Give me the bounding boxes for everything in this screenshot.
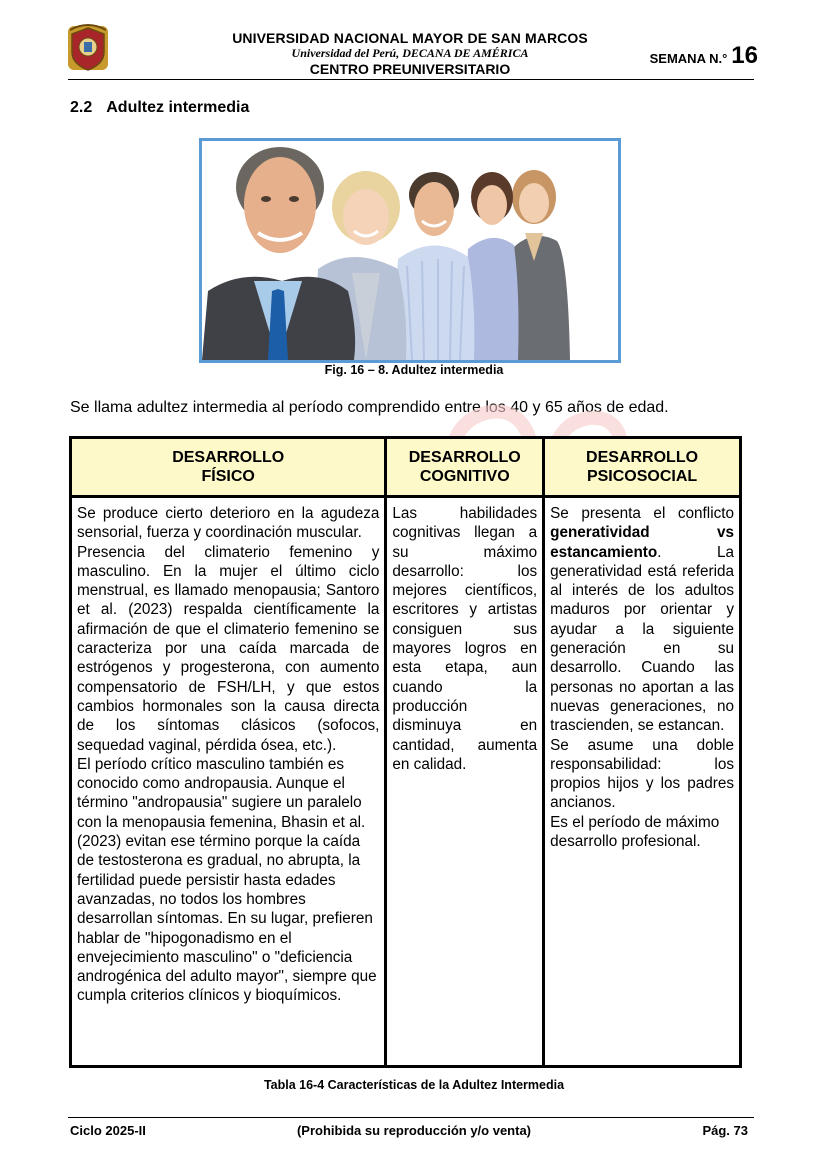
intro-paragraph: Se llama adultez intermedia al período comprendido entre los 40 y 65 años de edad. — [70, 399, 669, 416]
week-number: 16 — [731, 42, 758, 69]
table-header-row — [71, 438, 741, 497]
section-number: 2.2 — [70, 99, 93, 116]
fisico-paragraph: El período crítico masculino también es conocido como andropausia. Aunque el término "andropausia" sugiere un paralelo con la menopausia femenina, Bhasin et al. (2023) evitan ese término porque la caída de testosterona es gradual, no abrupta, la fertilidad puede persistir hasta edades avanzadas, no todos los hombres desarrollan síntomas. En su lugar, prefieren hablar de "hipogonadismo en el envejecimiento masculino" o "deficiencia androgénica del adulto mayor", siempre que cumpla criterios clínicos y bioquímicos. — [77, 755, 377, 1005]
cognitivo-paragraph: Las habilidades cognitivas llegan a su máximo desarrollo: los mejores científicos, escritores y artistas consiguen sus mayores logros en esta etapa, aun cuando la producción disminuya en cantidad, aumenta en calidad. — [392, 505, 538, 773]
table-row — [71, 497, 741, 1067]
footer-cycle: Ciclo 2025-II — [70, 1123, 146, 1138]
week-label: SEMANA N.° — [649, 51, 728, 66]
week-indicator — [650, 42, 758, 70]
conflict-term: generatividad vs estancamiento — [550, 524, 734, 561]
header-psicosocial: DESARROLLO PSICOSOCIAL — [544, 438, 741, 497]
fisico-paragraph: Presencia del climaterio femenino y masculino. En la mujer el último ciclo menstrual, es llamado menopausia; Santoro et al. (2023) respalda científicamente la afirmación de que el climaterio femenino se caracteriza por una caída marcada de estrógenos y progesterona, con aumento compensatorio de FSH/LH, y que estos cambios hormonales son la causa directa de los síntomas clásicos (sofocos, sequedad vaginal, pérdida ósea, etc.). — [77, 543, 380, 754]
cell-cognitivo — [386, 497, 544, 1067]
fisico-paragraph: Se produce cierto deterioro en la agudeza sensorial, fuerza y coordinación muscular. — [77, 505, 380, 542]
footer-divider — [68, 1117, 754, 1118]
university-name: UNIVERSIDAD NACIONAL MAYOR DE SAN MARCOS — [232, 30, 588, 46]
university-seal-logo — [64, 22, 112, 74]
header-cognitivo: DESARROLLO COGNITIVO — [386, 438, 544, 497]
header-fisico: DESARROLLO FÍSICO — [71, 438, 386, 497]
header-titles — [200, 30, 620, 77]
cell-psicosocial — [544, 497, 741, 1067]
characteristics-table — [69, 436, 742, 1068]
center-name: CENTRO PREUNIVERSITARIO — [309, 61, 511, 77]
section-heading — [70, 99, 249, 117]
footer-notice: (Prohibida su reproducción y/o venta) — [296, 1123, 532, 1138]
page-number: Pág. 73 — [702, 1123, 748, 1138]
cell-fisico — [71, 497, 386, 1067]
adults-group-photo — [199, 138, 621, 363]
psicosocial-paragraph: Se presenta el conflicto generatividad vs estancamiento. La generatividad está referida al interés de los adultos maduros por orientar y ayudar a la siguiente generación en su desarrollo. Cuando las personas no aportan a las nuevas generaciones, no trascienden, se estancan. — [550, 505, 734, 735]
university-subtitle: Universidad del Perú, DECANA DE AMÉRICA — [291, 46, 529, 60]
header-divider — [68, 79, 754, 80]
section-title: Adultez intermedia — [106, 99, 250, 116]
psicosocial-paragraph: Es el período de máximo desarrollo profesional. — [550, 813, 720, 851]
psicosocial-paragraph: Se asume una doble responsabilidad: los propios hijos y los padres ancianos. — [550, 736, 734, 812]
figure-caption: Fig. 16 – 8. Adultez intermedia — [324, 363, 504, 377]
table-caption: Tabla 16-4 Características de la Adultez Intermedia — [263, 1078, 565, 1092]
